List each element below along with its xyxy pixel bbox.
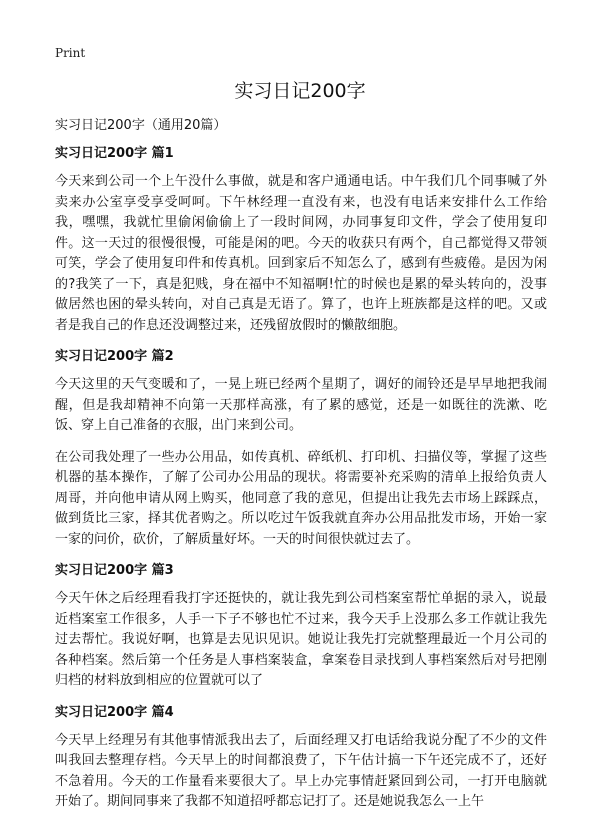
section-paragraph: 今天这里的天气变暖和了，一晃上班已经两个星期了，调好的闹铃还是早早地把我闹醒，但是我却精神不向第一天那样高涨，有了累的感觉，还是一如既往的洗漱、吃饭、穿上自己准备的衣服，出门来到公司。 (55, 377, 547, 433)
section-paragraph: 今天午休之后经理看我打字还挺快的，就让我先到公司档案室帮忙单据的录入，说最近档案室工作很多，人手一下子不够也忙不过来，我今天手上没那么多工作就让我先过去帮忙。我说好啊，也算是去见识见识。她说让我先打完就整理最近一个月公司的各种档案。然后第一个任务是人事档案装盒，拿案卷目录找到人事档案然后对号把刚归档的材料放到相应的位置就可以了 (55, 591, 547, 688)
article-body (55, 116, 547, 824)
page-title: 实习日记200字 (234, 80, 366, 102)
diary-section-4 (55, 703, 547, 813)
print-link[interactable]: Print (55, 46, 86, 60)
section-paragraph: 今天早上经理另有其他事情派我出去了，后面经理又打电话给我说分配了不少的文件叫我回去整理存档。今天早上的时间都浪费了，下午估计搞一下午还完成不了，还好不急着用。今天的工作量看来要很大了。早上办完事情赶紧回到公司，一打开电脑就开始了。期间同事来了我都不知道招呼都忘记打了。还是她说我怎么一上午 (55, 732, 547, 809)
section-paragraph: 今天来到公司一个上午没什么事做，就是和客户通通电话。中午我们几个同事喊了外卖来办公室享受享受呵呵。下午林经理一直没有来，也没有电话来安排什么工作给我，嘿嘿，我就忙里偷闲偷偷上了一段时间网，办同事复印文件，学会了使用复印件。这一天过的很慢很慢，可能是闲的吧。今天的收获只有两个，自己都觉得又带领可笑，学会了使用复印件和传真机。回到家后不知怎么了，感到有些疲倦。是因为闲的?我笑了一下，真是犯贱，身在福中不知福啊!忙的时候也是累的晕头转向的，没事做居然也困的晕头转向，对自己真是无语了。算了，也许上班族都是这样的吧。又或者是我自己的作息还没调整过来，还残留放假时的懒散细胞。 (55, 174, 547, 333)
section-heading: 实习日记200字 篇4 (55, 704, 174, 720)
section-heading: 实习日记200字 篇1 (55, 146, 174, 161)
section-heading: 实习日记200字 篇3 (55, 563, 174, 578)
section-heading: 实习日记200字 篇2 (55, 349, 174, 364)
diary-section-2 (55, 347, 547, 550)
diary-section-3 (55, 561, 547, 692)
diary-section-1 (55, 144, 547, 336)
article-subtitle: 实习日记200字（通用20篇） (55, 118, 227, 133)
section-paragraph: 在公司我处理了一些办公用品，如传真机、碎纸机、打印机、扫描仪等，掌握了这些机器的基本操作，了解了公司办公用品的现状。将需要补充采购的清单上报给负责人周哥，并向他申请从网上购买，他同意了我的意见，但提出让我先去市场上踩踩点，做到货比三家，择其优者购之。所以吃过午饭我就直奔办公用品批发市场，开始一家一家的问价，砍价，了解质量好坏。一天的时间很快就过去了。 (55, 449, 547, 547)
